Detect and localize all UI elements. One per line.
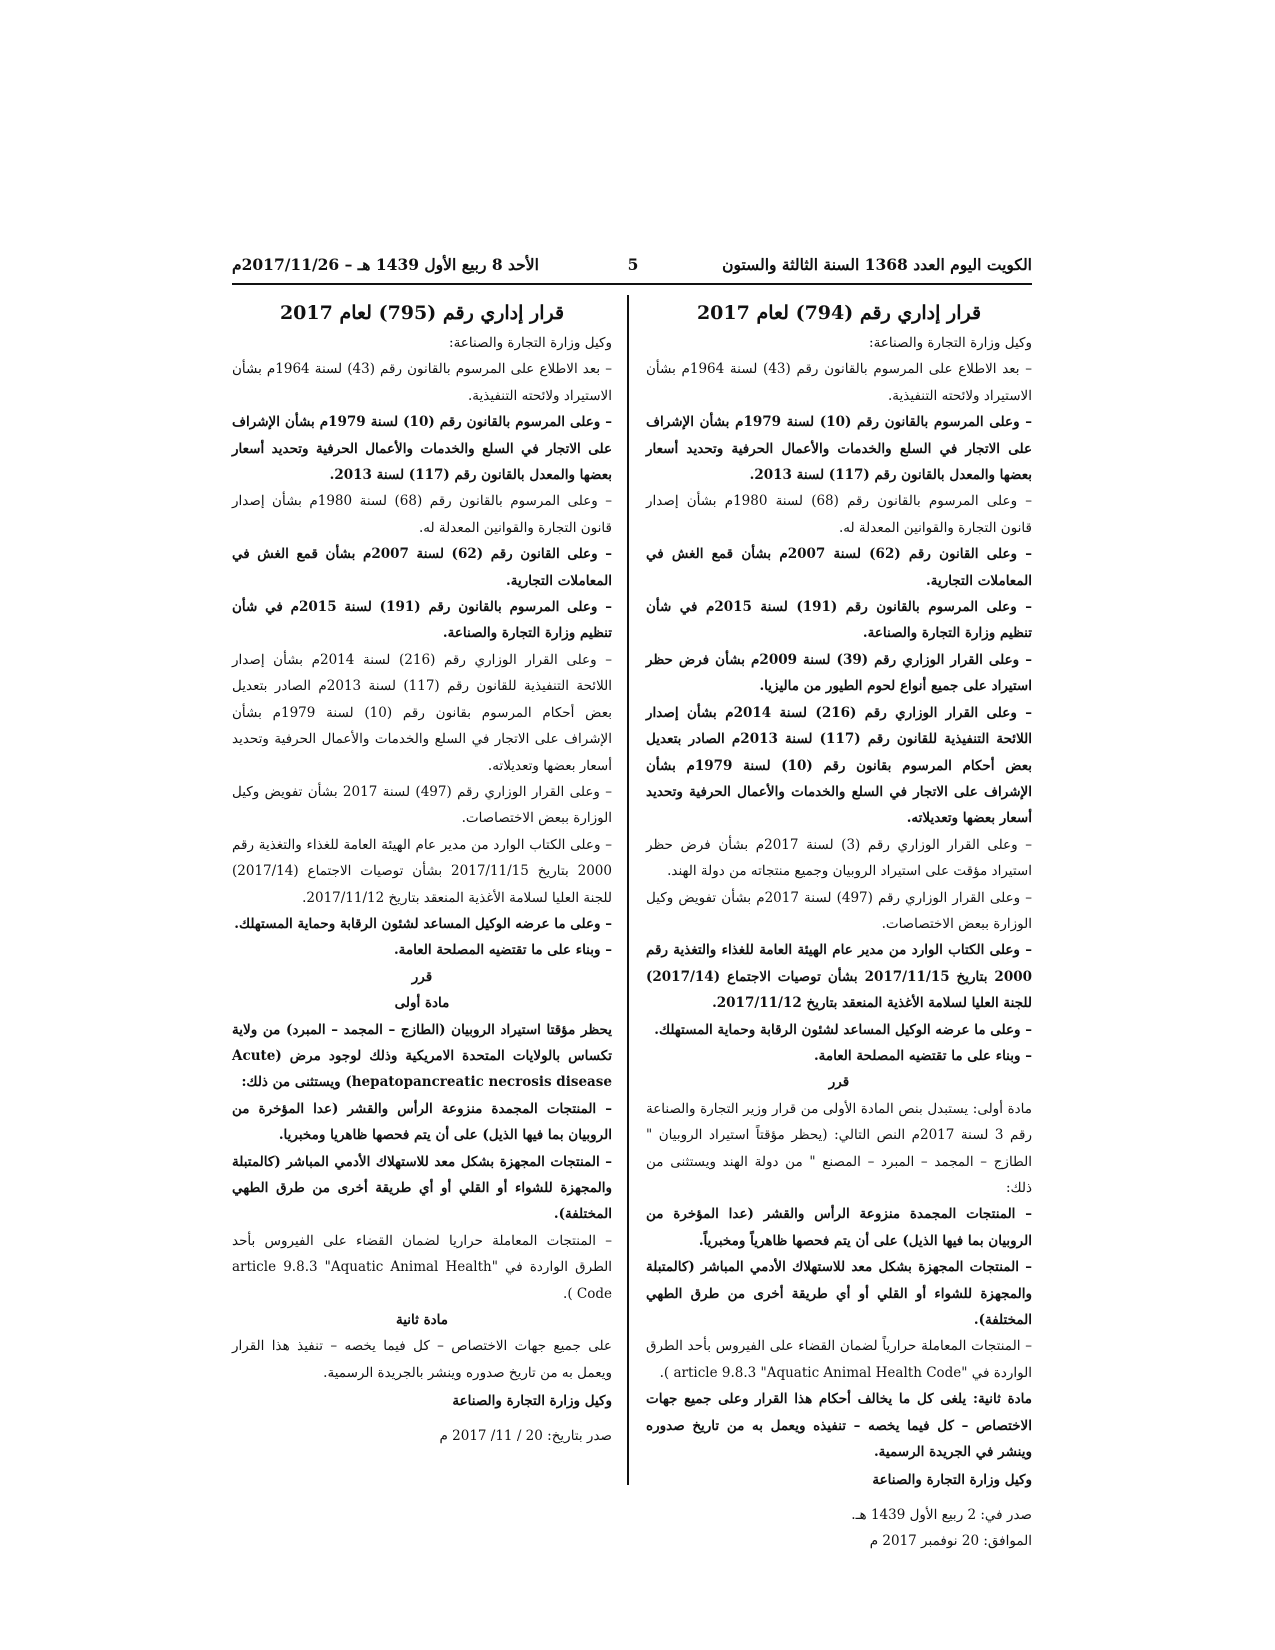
issued-gregorian: الموافق: 20 نوفمبر 2017 م <box>869 1533 1032 1550</box>
preamble-line: – وعلى القرار الوزاري رقم (3) لسنة 2017م بشأن فرض حظر استيراد مؤقت على استيراد الروبيان وجميع منتجاته من دولة الهند. <box>646 836 1032 880</box>
article-2-heading: مادة ثانية <box>395 1312 449 1329</box>
preamble-line: – وعلى ما عرضه الوكيل المساعد لشئون الرقابة وحماية المستهلك. <box>654 1021 1032 1038</box>
article-text: يحظر مؤقتا استيراد الروبيان (الطازج – المجمد – المبرد) من ولاية تكساس بالولايات المتحدة الامريكية وذلك لوجود مرض (Acute hepatopancreatic necrosis disease) ويستثنى من ذلك: <box>232 1021 612 1091</box>
issued-date: صدر بتاريخ: 20 / 11/ 2017 م <box>439 1427 612 1444</box>
article-text: – المنتجات المجهزة بشكل معد للاستهلاك الأدمي المباشر (كالمتبلة والمجهزة للشواء أو القلي أو أي طريقة أخرى من طرق الطهي المختلفة). <box>232 1153 612 1223</box>
preamble-line: – بعد الاطلاع على المرسوم بالقانون رقم (43) لسنة 1964م بشأن الاستيراد ولائحته التنفيذية. <box>232 361 612 404</box>
decided-heading: قرر <box>828 1074 850 1091</box>
preamble-line: – وعلى القرار الوزاري رقم (497) لسنة 2017م بشأن تفويض وكيل الوزارة ببعض الاختصاصات. <box>646 889 1032 932</box>
preamble-line: – وعلى المرسوم بالقانون رقم (10) لسنة 1979م بشأن الإشراف على الاتجار في السلع والخدمات والأعمال الحرفية وتحديد أسعار بعضها والمعدل بالقانون رقم (117) لسنة 2013. <box>232 414 612 484</box>
article-1-heading: مادة أولى <box>394 995 450 1012</box>
decision-795-column <box>232 296 612 1449</box>
article-text: – المنتجات المعاملة حراريا لضمان القضاء على الفيروس بأحد الطرق الواردة في "article 9.8.3 "Aquatic Animal Health Code ). <box>232 1232 613 1302</box>
article-text: – المنتجات المجمدة منزوعة الرأس والقشر (عدا المؤخرة من الروبيان بما فيها الذيل) على أن يتم فحصها ظاهريا ومخبريا. <box>232 1100 612 1144</box>
article-text: – المنتجات المجمدة منزوعة الرأس والقشر (عدا المؤخرة من الروبيان بما فيها الذيل) على أن يتم فحصها ظاهرياً ومخبرياً. <box>646 1206 1032 1249</box>
decided-heading: قرر <box>411 968 433 985</box>
preamble-line: – وعلى القرار الوزاري رقم (497) لسنة 2017 بشأن تفويض وكيل الوزارة ببعض الاختصاصات. <box>232 783 612 827</box>
preamble-line: وكيل وزارة التجارة والصناعة: <box>869 335 1032 351</box>
preamble-line: – وعلى المرسوم بالقانون رقم (191) لسنة 2015م في شأن تنظيم وزارة التجارة والصناعة. <box>232 599 612 642</box>
article-text: – المنتجات المجهزة بشكل معد للاستهلاك الأدمي المباشر (كالمتبلة والمجهزة للشواء أو القلي أو أي طريقة أخرى من طرق الطهي المختلفة). <box>646 1259 1032 1329</box>
preamble-line: – وعلى الكتاب الوارد من مدير عام الهيئة العامة للغذاء والتغذية رقم 2000 بتاريخ 2017/11/15 بشأن توصيات الاجتماع (2017/14) للجنة العليا لسلامة الأغذية المنعقد بتاريخ 2017/11/12. <box>232 836 612 906</box>
issued-hijri: صدر في: 2 ربيع الأول 1439 هـ. <box>851 1506 1032 1523</box>
preamble-line: – وعلى ما عرضه الوكيل المساعد لشئون الرقابة وحماية المستهلك. <box>234 915 612 932</box>
preamble-line: وكيل وزارة التجارة والصناعة: <box>449 335 612 351</box>
preamble-line: – وعلى المرسوم بالقانون رقم (10) لسنة 1979م بشأن الإشراف على الاتجار في السلع والخدمات والأعمال الحرفية وتحديد أسعار بعضها والمعدل بالقانون رقم (117) لسنة 2013. <box>646 414 1032 484</box>
preamble-line: – وعلى الكتاب الوارد من مدير عام الهيئة العامة للغذاء والتغذية رقم 2000 بتاريخ 2017/11/15 بشأن توصيات الاجتماع (2017/14) للجنة العليا لسلامة الأغذية المنعقد بتاريخ 2017/11/12. <box>646 942 1032 1012</box>
decision-795-title: قرار إداري رقم (795) لعام 2017 <box>279 302 565 324</box>
article-text: على جميع جهات الاختصاص – كل فيما يخصه – تنفيذ هذا القرار ويعمل به من تاريخ صدوره وينشر بالجريدة الرسمية. <box>232 1338 612 1381</box>
signature: وكيل وزارة التجارة والصناعة <box>452 1393 612 1410</box>
page-header <box>232 255 1032 281</box>
article-text: مادة أولى: يستبدل بنص المادة الأولى من قرار وزير التجارة والصناعة رقم 3 لسنة 2017م النص التالي: (يحظر مؤقتاً استيراد الروبيان " الطازج – المجمد – المبرد – المصنع " من دولة الهند ويستثنى من ذلك: <box>646 1100 1032 1196</box>
decision-794-column <box>646 296 1032 1555</box>
publication-info: الكويت اليوم العدد 1368 السنة الثالثة والستون <box>722 255 1032 274</box>
article-text: مادة ثانية: يلغى كل ما يخالف أحكام هذا القرار وعلى جميع جهات الاختصاص – كل فيما يخصه – تنفيذه ويعمل به من تاريخ صدوره وينشر في الجريدة الرسمية. <box>646 1391 1032 1461</box>
preamble-line: – وعلى القانون رقم (62) لسنة 2007م بشأن قمع الغش في المعاملات التجارية. <box>232 546 612 589</box>
issue-date: الأحد 8 ربيع الأول 1439 هـ – 2017/11/26م <box>232 255 539 274</box>
preamble-line: – بعد الاطلاع على المرسوم بالقانون رقم (43) لسنة 1964م بشأن الاستيراد ولائحته التنفيذية. <box>646 361 1032 404</box>
preamble-line: – وعلى المرسوم بالقانون رقم (68) لسنة 1980م بشأن إصدار قانون التجارة والقوانين المعدلة له. <box>646 493 1033 536</box>
decision-794-title: قرار إداري رقم (794) لعام 2017 <box>696 302 982 324</box>
page-number: 5 <box>627 255 639 274</box>
preamble-line: – وبناء على ما تقتضيه المصلحة العامة. <box>813 1047 1032 1064</box>
preamble-line: – وعلى القرار الوزاري رقم (216) لسنة 2014م بشأن إصدار اللائحة التنفيذية للقانون رقم (117) لسنة 2013م الصادر بتعديل بعض أحكام المرسوم بقانون رقم (10) لسنة 1979م بشأن الإشراف على الاتجار في السلع والخدمات والأعمال الحرفية وتحديد أسعار بعضها وتعديلاته. <box>646 704 1033 827</box>
header-rule <box>232 283 1032 285</box>
preamble-line: – وعلى المرسوم بالقانون رقم (68) لسنة 1980م بشأن إصدار قانون التجارة والقوانين المعدلة له. <box>232 493 612 536</box>
preamble-line: – وعلى القرار الوزاري رقم (216) لسنة 2014م بشأن إصدار اللائحة التنفيذية للقانون رقم (117) لسنة 2013م الصادر بتعديل بعض أحكام المرسوم بقانون رقم (10) لسنة 1979م بشأن الإشراف على الاتجار في السلع والخدمات والأعمال الحرفية وتحديد أسعار بعضها وتعديلاته. <box>232 651 612 774</box>
preamble-line: – وعلى القرار الوزاري رقم (39) لسنة 2009م بشأن فرض حظر استيراد على جميع أنواع لحوم الطيور من ماليزيا. <box>646 651 1032 695</box>
preamble-line: – وعلى المرسوم بالقانون رقم (191) لسنة 2015م في شأن تنظيم وزارة التجارة والصناعة. <box>646 599 1032 642</box>
preamble-line: – وعلى القانون رقم (62) لسنة 2007م بشأن قمع الغش في المعاملات التجارية. <box>646 546 1032 589</box>
column-divider <box>627 295 629 1485</box>
signature: وكيل وزارة التجارة والصناعة <box>872 1472 1032 1489</box>
article-text: – المنتجات المعاملة حرارياً لضمان القضاء على الفيروس بأحد الطرق الواردة في "article 9.8.3 "Aquatic Animal Health Code ). <box>646 1338 1032 1381</box>
preamble-line: – وبناء على ما تقتضيه المصلحة العامة. <box>393 942 612 959</box>
